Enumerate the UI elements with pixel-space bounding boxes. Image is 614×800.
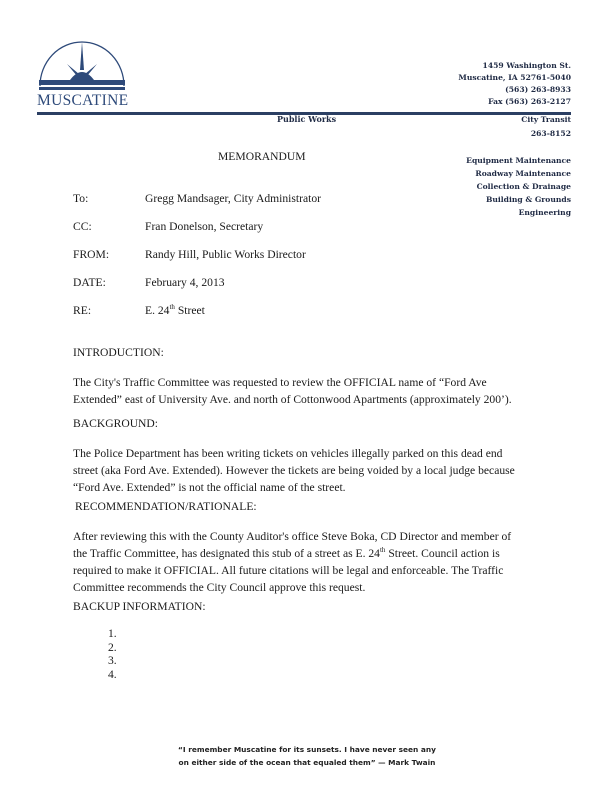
backup-list xyxy=(108,627,117,681)
intro-line: The City's Traffic Committee was requested to review the OFFICIAL name of “Ford Ave xyxy=(73,376,487,389)
muscatine-logo xyxy=(37,36,129,109)
intro-line: Extended” east of University Ave. and north of Cottonwood Apartments (approximately 200’). xyxy=(73,393,512,406)
address-block xyxy=(458,60,571,108)
backup-item: 4. xyxy=(108,667,117,681)
recommendation-paragraph xyxy=(73,528,511,596)
backup-item: 2. xyxy=(108,640,117,654)
address-city: Muscatine, IA 52761-5040 xyxy=(458,73,571,82)
city-transit: City Transit xyxy=(521,115,571,124)
re-text-end: Street xyxy=(174,304,205,317)
re-text: E. 24 xyxy=(145,304,170,317)
division-item: Equipment Maintenance xyxy=(466,156,571,165)
recommendation-line: required to make it OFFICIAL. All future citations will be legal and enforceable. The Traffic xyxy=(73,564,504,577)
backup-item: 3. xyxy=(108,654,117,667)
address-street: 1459 Washington St. xyxy=(482,61,571,70)
re-sup: th xyxy=(169,303,175,311)
date-label: DATE: xyxy=(73,276,106,289)
date-value: February 4, 2013 xyxy=(145,276,225,289)
rec-sup: th xyxy=(379,546,386,554)
backup-item: 1. xyxy=(108,627,117,640)
rec-text-end: Street. Council action is xyxy=(385,547,500,560)
recommendation-line xyxy=(73,545,511,562)
re-value xyxy=(145,304,205,318)
division-item: Roadway Maintenance xyxy=(475,169,571,178)
cc-label: CC: xyxy=(73,220,92,233)
recommendation-line: Committee recommends the City Council approve this request. xyxy=(73,581,366,594)
division-item: Engineering xyxy=(518,208,571,217)
memo-title: MEMORANDUM xyxy=(218,150,306,163)
rec-text: the Traffic Committee, has designated this stub of a street as E. 24 xyxy=(73,547,380,560)
department-name: Public Works xyxy=(277,114,337,124)
from-value: Randy Hill, Public Works Director xyxy=(145,248,306,261)
background-heading: BACKGROUND: xyxy=(73,417,159,430)
address-phone: (563) 263-8933 xyxy=(505,85,571,94)
division-item: Collection & Drainage xyxy=(476,182,571,191)
recommendation-heading: RECOMMENDATION/RATIONALE: xyxy=(75,500,257,513)
city-transit-phone: 263-8152 xyxy=(530,129,571,138)
divisions-list xyxy=(466,154,571,219)
background-line: “Ford Ave. Extended” is not the official name of the street. xyxy=(73,481,346,494)
background-paragraph xyxy=(73,445,515,496)
backup-heading: BACKUP INFORMATION: xyxy=(73,600,206,613)
intro-paragraph xyxy=(73,374,512,408)
sunset-logo-icon xyxy=(37,36,127,92)
logo-text: MUSCATINE xyxy=(37,92,129,109)
cc-value: Fran Donelson, Secretary xyxy=(145,220,264,233)
division-item: Building & Grounds xyxy=(485,195,571,204)
re-label: RE: xyxy=(73,304,92,317)
intro-heading: INTRODUCTION: xyxy=(73,346,164,359)
to-label: To: xyxy=(73,192,89,205)
address-fax: Fax (563) 263-2127 xyxy=(488,97,571,106)
footer-quote-line: on either side of the ocean that equaled them” — Mark Twain xyxy=(178,758,436,767)
background-line: street (aka Ford Ave. Extended). However the tickets are being voided by a local judge because xyxy=(73,464,515,477)
background-line: The Police Department has been writing tickets on vehicles illegally parked on this dead end xyxy=(73,447,503,460)
to-value: Gregg Mandsager, City Administrator xyxy=(145,192,321,205)
recommendation-line: After reviewing this with the County Auditor's office Steve Boka, CD Director and member of xyxy=(73,530,512,543)
footer-quote-line: “I remember Muscatine for its sunsets. I have never seen any xyxy=(178,745,436,754)
from-label: FROM: xyxy=(73,248,110,261)
